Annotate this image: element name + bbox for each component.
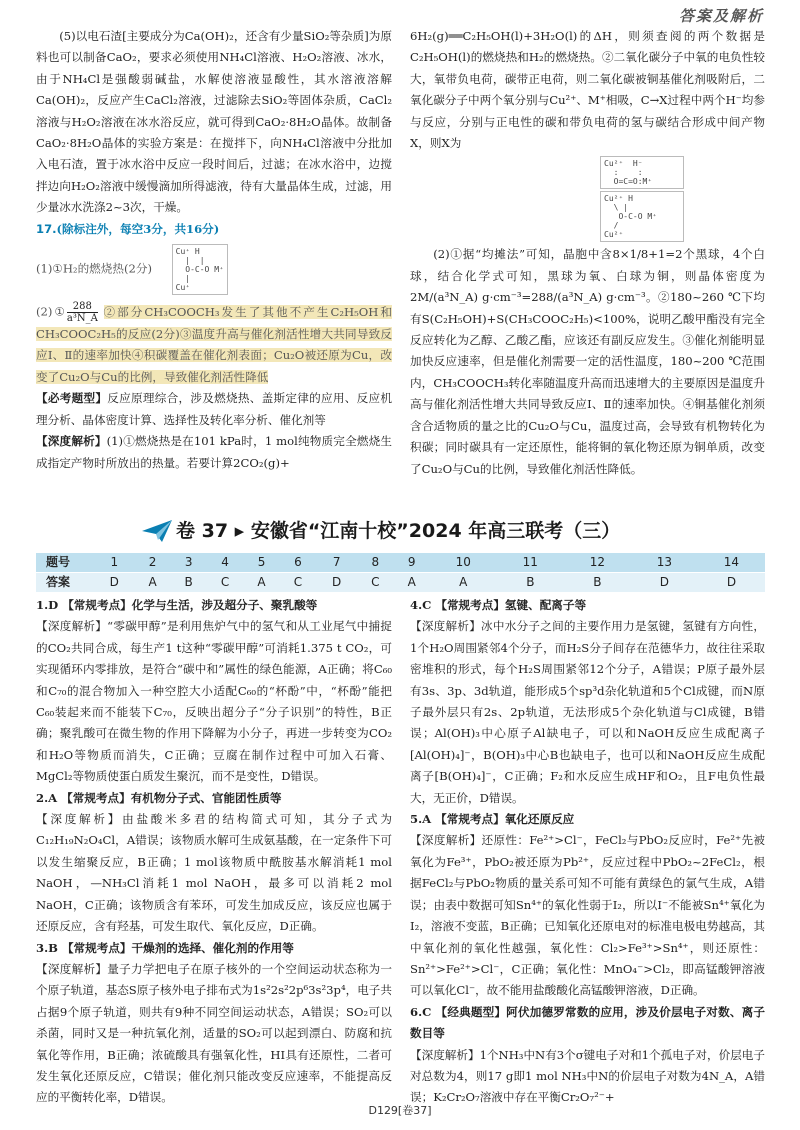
q17-answer-2: (2)① $\frac{288}{\text{a³N\_A}}$ ②部分CH₃COOCH₃发生了其他不产生C₂H₅OH和CH₃COOC₂H₅的反应(2分)③温度升高与催化剂活性增大共同导致反应Ⅰ、Ⅱ的速率加快④积碳覆盖在催化剂表面；Cu₂O被还原为Cu，改变了Cu₂O与Cu的比例，导致催化剂活性降低 [36,301,392,384]
question-number-cell: 14 [698,553,765,573]
paper-plane-icon [140,518,174,544]
q17-number: 17. [36,221,57,236]
density-fraction: $\frac{288}{\text{a³N\_A}}$ [66,301,98,325]
q3-head: 3.B 【常规考点】干燥剂的选择、催化剂的作用等 [36,940,294,955]
q1-body: 【深度解析】“零碳甲醇”是利用焦炉气中的氢气和从工业尾气中捕捉的CO₂共同合成，每生产1 t这种“零碳甲醇”可消耗1.375 t CO₂，可实现循环内零排放，是符合“碳中和”属性的绿色能源，A正确；将C₆₀和C₇₀的混合物加入一种空腔大小适配C₆₀的“杯酚”中，“杯酚”能把C₆₀装起来而不能装下C₇₀，反映出超分子“分子识别”的特性，B正确；聚乳酸可在微生物的作用下降解为小分子，再进一步转变为CO₂和H₂O等物质而消失，C正确；豆腐在制作过程中可加入石膏、MgCl₂等物质使蛋白质发生聚沉，而不是变性，D错误。 [36,619,392,784]
q4-body: 【深度解析】冰中水分子之间的主要作用力是氢键，氢键有方向性，1个H₂O周围紧邻4个分子，而H₂S分子间存在范德华力，故往往采取密堆积的形式，每个H₂S周围紧邻12个分子，A错误；P原子最外层有3s、3p、3d轨道，能形成5个sp³d杂化轨道和5个Cl成键，而N原子最外层只有2s、2p轨道，无法形成5个杂化轨道与Cl成键，B错误；Al(OH)₃中心原子Al缺电子，可以和NaOH反应生成配离子[Al(OH)₄]⁻，B(OH)₃中心B也缺电子，也可以和NaOH反应生成配离子[B(OH)₄]⁻，C正确；F₂和水反应生成HF和O₂，且F电负性最大，无正价，D错误。 [410,619,765,805]
q6-body: 【深度解析】1个NH₃中N有3个σ键电子对和1个孤电子对，价层电子对总数为4，则17 g即1 mol NH₃中N的价层电子对数为4N_A，A错误；K₂Cr₂O₇溶液中存在平衡Cr₂O₇²⁻+ [410,1047,765,1105]
answer-cell: B [171,573,207,593]
page-number: D129[卷37] [368,1104,432,1117]
answer-cell: C [357,573,394,593]
intermediate-x-structure-diagram: Cu²⁺ H \ | O-C-O M⁺ / Cu²⁺ [600,191,684,242]
question-number-cell: 8 [357,553,394,573]
answer-cell: A [394,573,430,593]
question-number-cell: 7 [316,553,357,573]
upper-left-column [36,26,392,474]
q17-analysis-type: 【必考题型】反应原理综合，涉及燃烧热、盖斯定律的应用、反应机理分析、晶体密度计算、选择性及转化率分析、催化剂等 [36,391,392,427]
question-number-cell: 5 [244,553,280,573]
answer-row [36,573,765,593]
question-number-row [36,553,765,573]
question-number-cell: 10 [430,553,497,573]
answer-key-table [36,553,765,593]
answer-cell: C [207,573,244,593]
question-number-cell: 9 [394,553,430,573]
answer-cell: B [564,573,631,593]
paragraph-continued: 6H₂(g)══C₂H₅OH(l)+3H₂O(l)的ΔH，则须查阅的两个数据是C₂H₅OH(l)的燃烧热和H₂的燃烧热。②二氧化碳分子中氧的电负性较大，氧带负电荷，碳带正电荷，则二氧化碳被铜基催化剂吸附后，二氧化碳分子中两个氧分别与Cu²⁺、M⁺相吸，C→X过程中两个H⁻均参与反应，分别与正电性的碳和带负电荷的氢与碳结合形成中间产物X，则X为 [410,29,765,151]
q2-head: 2.A 【常规考点】有机物分子式、官能团性质等 [36,790,282,805]
lower-right-column [410,595,765,1109]
question-number-cell: 4 [207,553,244,573]
q1-head: 1.D 【常规考点】化学与生活，涉及超分子、聚乳酸等 [36,598,318,612]
answer-label: 答案 [36,573,94,593]
upper-right-column [410,26,765,480]
q5-head: 5.A 【常规考点】氧化还原反应 [410,812,575,827]
question-number-cell: 11 [497,553,564,573]
lower-left-column [36,595,392,1109]
answer-cell: C [280,573,317,593]
exam-title-banner [140,516,680,546]
answer-cell: A [135,573,171,593]
paragraph-q16-5: (5)以电石渣[主要成分为Ca(OH)₂，还含有少量SiO₂等杂质]为原料也可以制备CaO₂，要求必须使用NH₄Cl溶液、H₂O₂溶液、冰水，由于NH₄Cl是强酸弱碱盐，水解使溶液显酸性，其水溶液溶解Ca(OH)₂，反应产生CaCl₂溶液，过滤除去SiO₂等固体杂质，CaCl₂溶液与H₂O₂溶液在冰水浴反应，就可得到CaO₂·8H₂O晶体。故制备CaO₂·8H₂O晶体的实验方案是：在搅拌下，向NH₄Cl溶液中分批加入电石渣，置于冰水浴中反应一段时间后，过滤；在冰水浴中，边搅拌边向H₂O₂溶液中缓慢滴加所得滤液，待有大量晶体生成，过滤，用少量冰水洗涤2~3次，干燥。 [36,29,392,215]
answer-cell: A [244,573,280,593]
answer-cell: A [430,573,497,593]
q3-body: 【深度解析】量子力学把电子在原子核外的一个空间运动状态称为一个原子轨道，基态S原子核外电子排布式为1s²2s²2p⁶3s²3p⁴，电子共占据9个原子轨道，则共有9种不同空间运动状态，A错误；SO₂可以杀菌，同时又是一种抗氧化剂，适量的SO₂可以起到漂白、防腐和抗氧化等作用，B正确；浓硫酸具有强氧化性，HI具有还原性，二者可发生氧化还原反应，C错误；催化剂只能改变反应速率，不能提高反应的平衡转化率，D错误。 [36,961,392,1105]
question-number-cell: 13 [631,553,698,573]
q6-head: 6.C 【经典题型】阿伏加德罗常数的应用，涉及价层电子对数、离子数目等 [410,1004,765,1041]
answer-cell: D [94,573,135,593]
question-number-label: 题号 [36,553,94,573]
question-number-cell: 2 [135,553,171,573]
question-number-cell: 3 [171,553,207,573]
question-number-cell: 12 [564,553,631,573]
answer-cell: D [698,573,765,593]
intermediate-structure-diagram: Cu⁺ H | | O-C-O M⁺ | Cu⁺ [172,244,228,295]
exam-title: 卷 37 ▸ 安徽省“江南十校”2024 年高三联考（三） [176,520,621,542]
answer-cell: D [631,573,698,593]
paragraph-crystal-analysis: (2)①据“均摊法”可知，晶胞中含8×1/8+1=2个黑球，4个白球，结合化学式可知，黑球为氧、白球为铜，则晶体密度为2M/(a³N_A) g·cm⁻³=288/(a³N_A) g·cm⁻³。②180~260 ℃下均有S(C₂H₅OH)+S(CH₃COOC₂H₅)<100%，说明乙酸甲酯没有完全反应转化为乙醇、乙酸乙酯，应该还有副反应发生。③催化剂能明显加快反应速率，但是催化剂需要一定的活性温度，180~200 ℃范围内，CH₃COOCH₃转化率随温度升高而迅速增大的主要原因是温度升高与催化剂活性增大共同导致反应Ⅰ、Ⅱ的速率加快。④铜基催化剂须含合适物质的量之比的Cu₂O与Cu，温度过高，会导致有机物转化为积碳；同时碳具有一定还原性，能将铜的氧化物还原为铜单质，改变了Cu₂O与Cu的比例，导致催化剂活性降低。 [410,247,765,476]
q2-body: 【深度解析】由盐酸米多君的结构简式可知，其分子式为C₁₂H₁₉N₂O₄Cl，A错误；该物质水解可生成氨基酸，在一定条件下可以发生缩聚反应，B正确；1 mol该物质中酰胺基水解消耗1 mol NaOH，—NH₃Cl消耗1 mol NaOH，最多可以消耗2 mol NaOH，C正确；该物质含有苯环，可发生加成反应，该反应也属于还原反应，含有羟基，可发生取代、氧化反应，D正确。 [36,812,392,934]
q17-answer-1: (1)①H₂的燃烧热(2分) Cu⁺ H | | O-C-O M⁺ | Cu⁺ [36,244,392,295]
adsorption-structure-diagram: Cu²⁺ H⁻ : : O=C=O:M⁺ [600,156,684,189]
question-number-cell: 1 [94,553,135,573]
q17-header [36,219,392,240]
q17-score-note: (除标注外，每空3分，共16分) [56,221,220,236]
answer-cell: B [497,573,564,593]
q5-body: 【深度解析】还原性：Fe²⁺>Cl⁻，FeCl₂与PbO₂反应时，Fe²⁺先被氧化为Fe³⁺，PbO₂被还原为Pb²⁺，反应过程中PbO₂~2FeCl₂，根据FeCl₂与PbO₂物质的量关系可知不可能有黄绿色的氯气生成，A错误；由表中数据可知Sn⁴⁺的氧化性弱于I₂，所以I⁻不能被Sn⁴⁺氧化为I₂，溶液不变蓝，B正确；已知氧化还原电对的标准电极电势越高，其中氧化剂的氧化性越强，氧化性：Cl₂>Fe³⁺>Sn⁴⁺，则还原性：Sn²⁺>Fe²⁺>Cl⁻，C正确；氧化性：MnO₄⁻>Cl₂，即高锰酸钾溶液可以氧化Cl⁻，故不能用盐酸酸化高锰酸钾溶液，D正确。 [410,833,765,998]
answer-cell: D [316,573,357,593]
question-number-cell: 6 [280,553,317,573]
q17-analysis-deep: 【深度解析】(1)①燃烧热是在101 kPa时，1 mol纯物质完全燃烧生成指定产物时所放出的热量。若要计算2CO₂(g)+ [36,434,392,470]
section-header: 答案及解析 [678,7,764,25]
q4-head: 4.C 【常规考点】氢键、配离子等 [410,598,587,612]
